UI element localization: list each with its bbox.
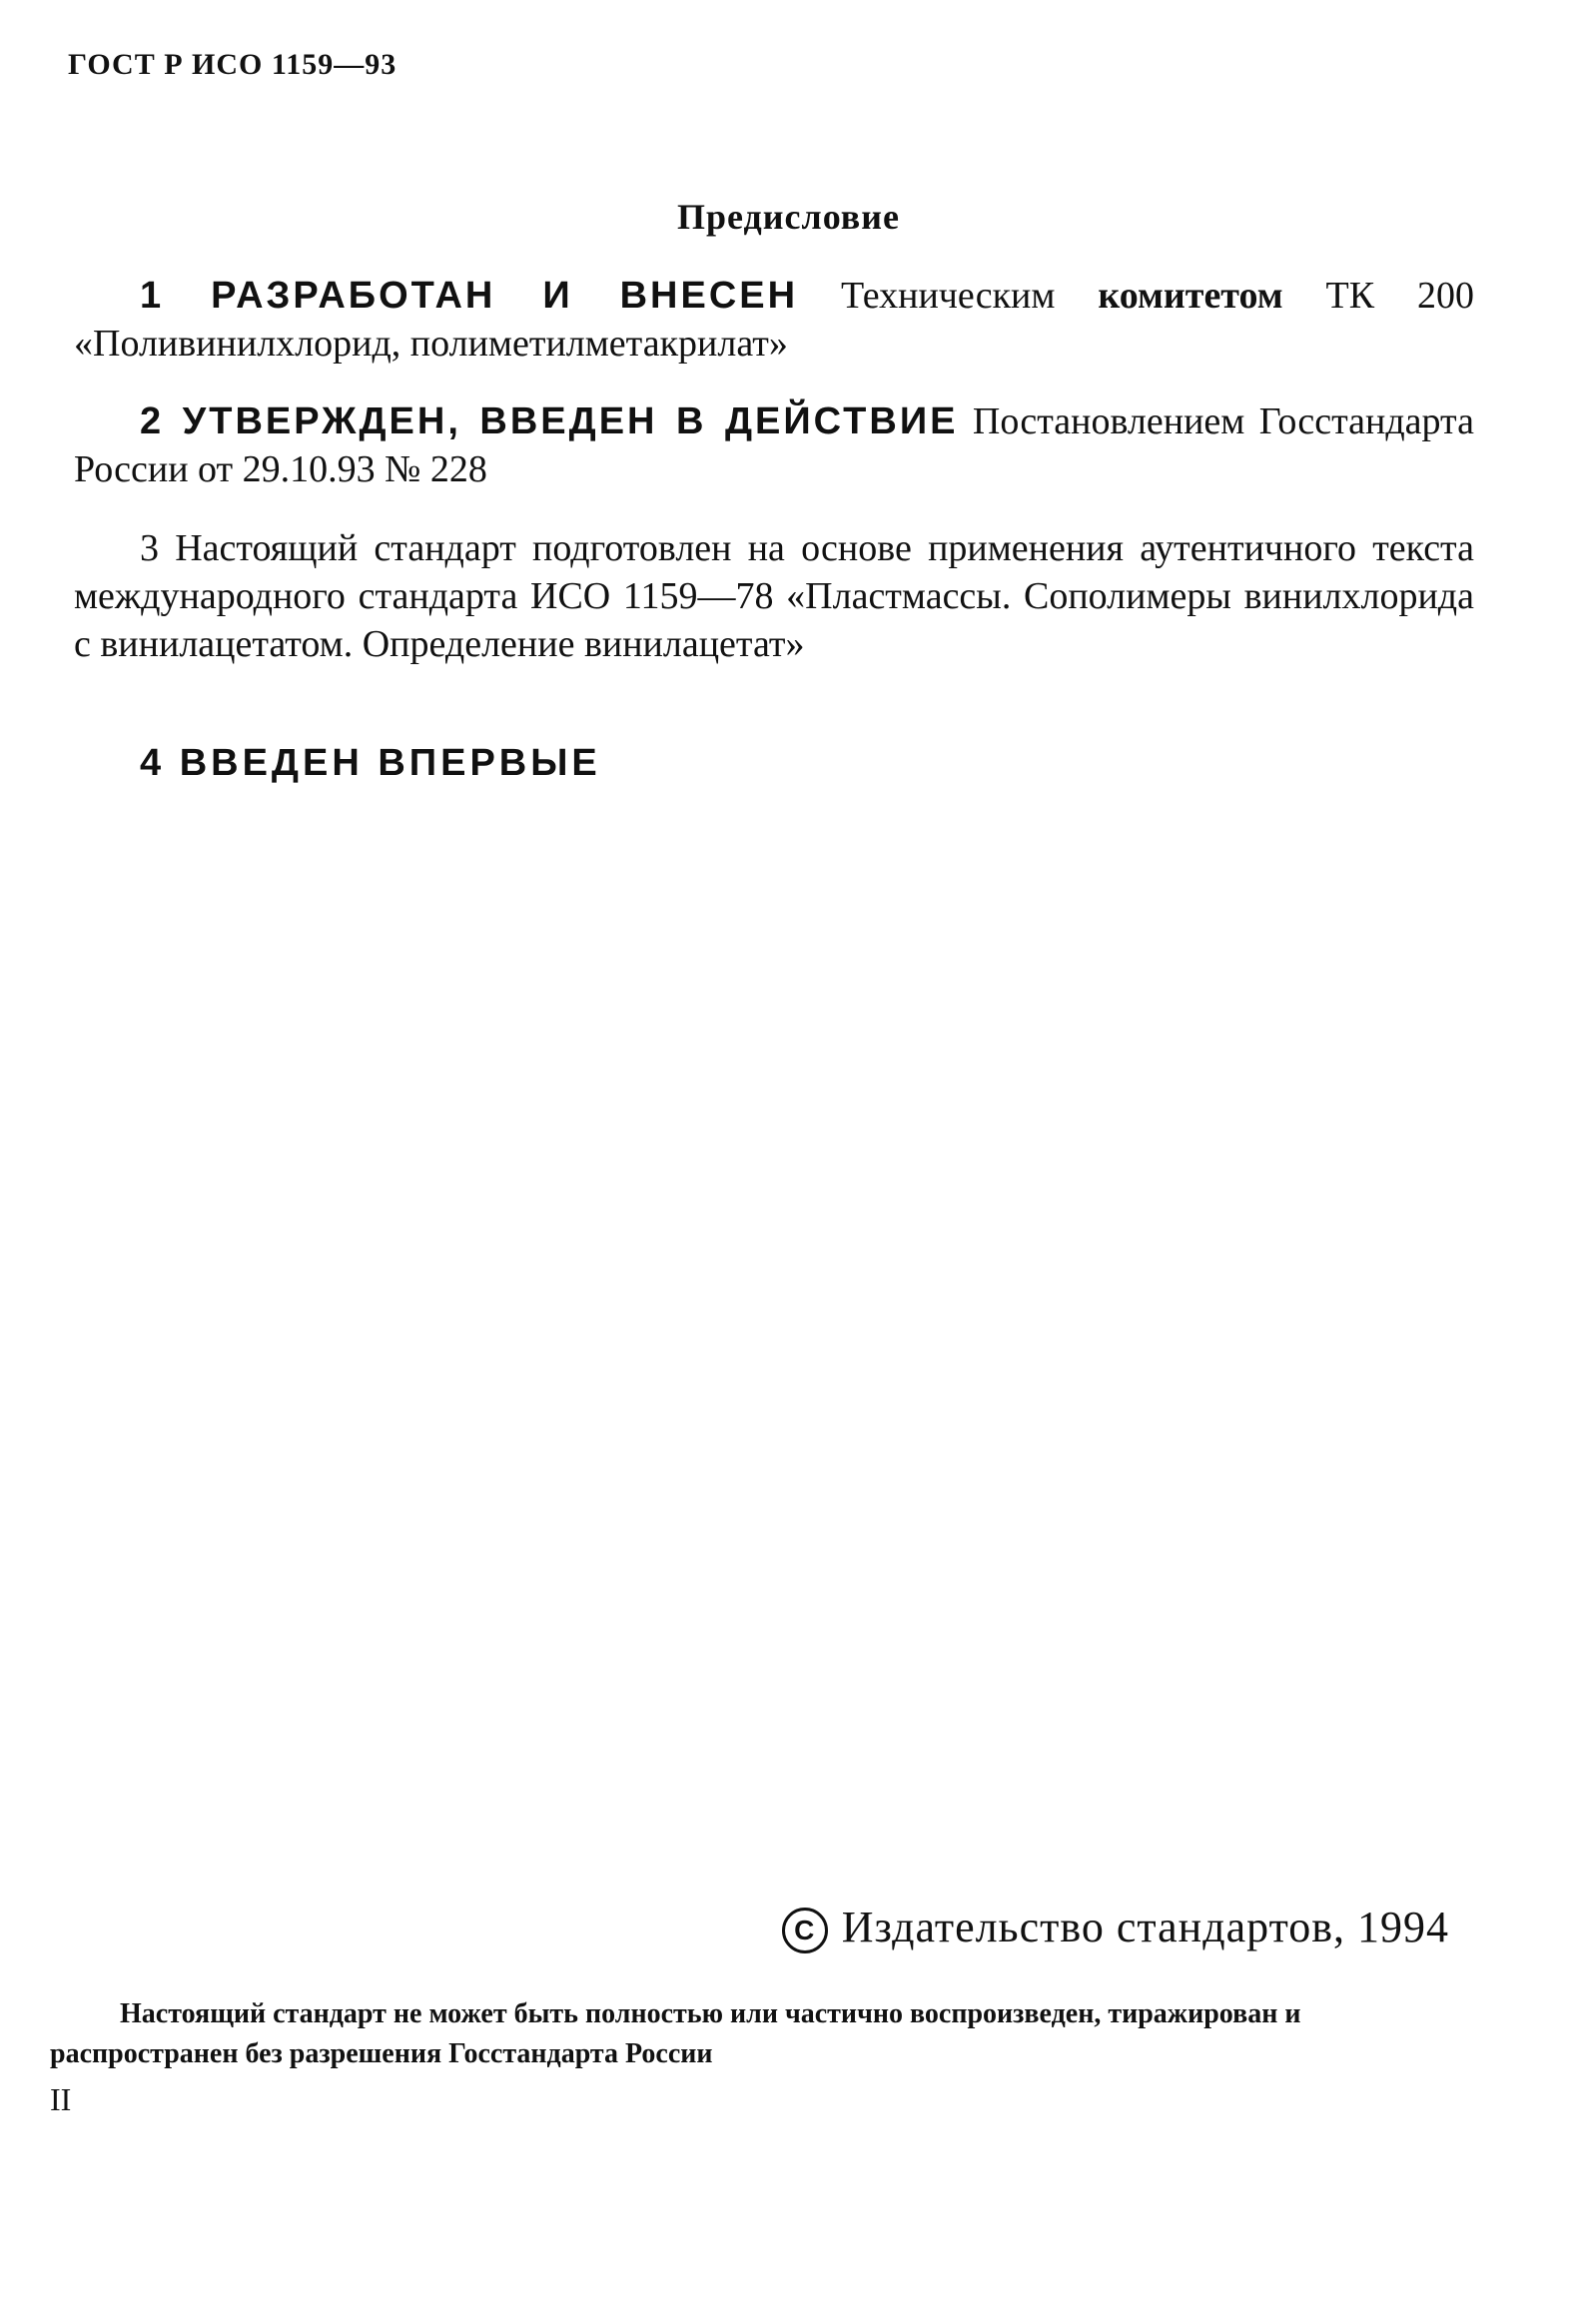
preface-item-1-text-suffix: ТК 200 «Поливинилхлорид, полиметилметакрилат» [74,275,1475,365]
preface-item-1-lead: 1 РАЗРАБОТАН И ВНЕСЕН [140,275,799,317]
page-number: II [50,2081,72,2117]
preface-title: Предисловие [677,197,900,237]
preface-item-2 [74,397,1474,493]
preface-item-3 [74,524,1474,668]
standard-code: ГОСТ Р ИСО 1159—93 [68,48,397,81]
preface-item-4 [74,739,1474,787]
preface-item-3-text: 3 Настоящий стандарт подготовлен на основе применения аутентичного текста международного стандарта ИСО 1159—78 «Пластмассы. Сополимеры винилхлорида с винилацетатом. Определение винилацетат» [74,527,1474,665]
preface-item-4-lead: 4 ВВЕДЕН ВПЕРВЫЕ [140,742,601,784]
copyright-text: Издательство стандартов, 1994 [841,1903,1449,1951]
copyright-icon: C [782,1908,828,1953]
preface-item-1-text-prefix: Техническим [798,275,1099,317]
reproduction-notice: Настоящий стандарт не может быть полностью или частично воспроизведен, тиражирован и распространен без разрешения Госстандарта России [50,1998,1301,2069]
copyright-line [782,1902,1449,1953]
preface-item-1 [74,272,1474,368]
preface-item-2-text: Постановлением Госстандарта России от 29.10.93 № 228 [74,400,1474,490]
preface-item-1-text-bold: комитетом [1098,275,1283,317]
preface-item-2-lead: 2 УТВЕРЖДЕН, ВВЕДЕН В ДЕЙСТВИЕ [140,400,959,442]
